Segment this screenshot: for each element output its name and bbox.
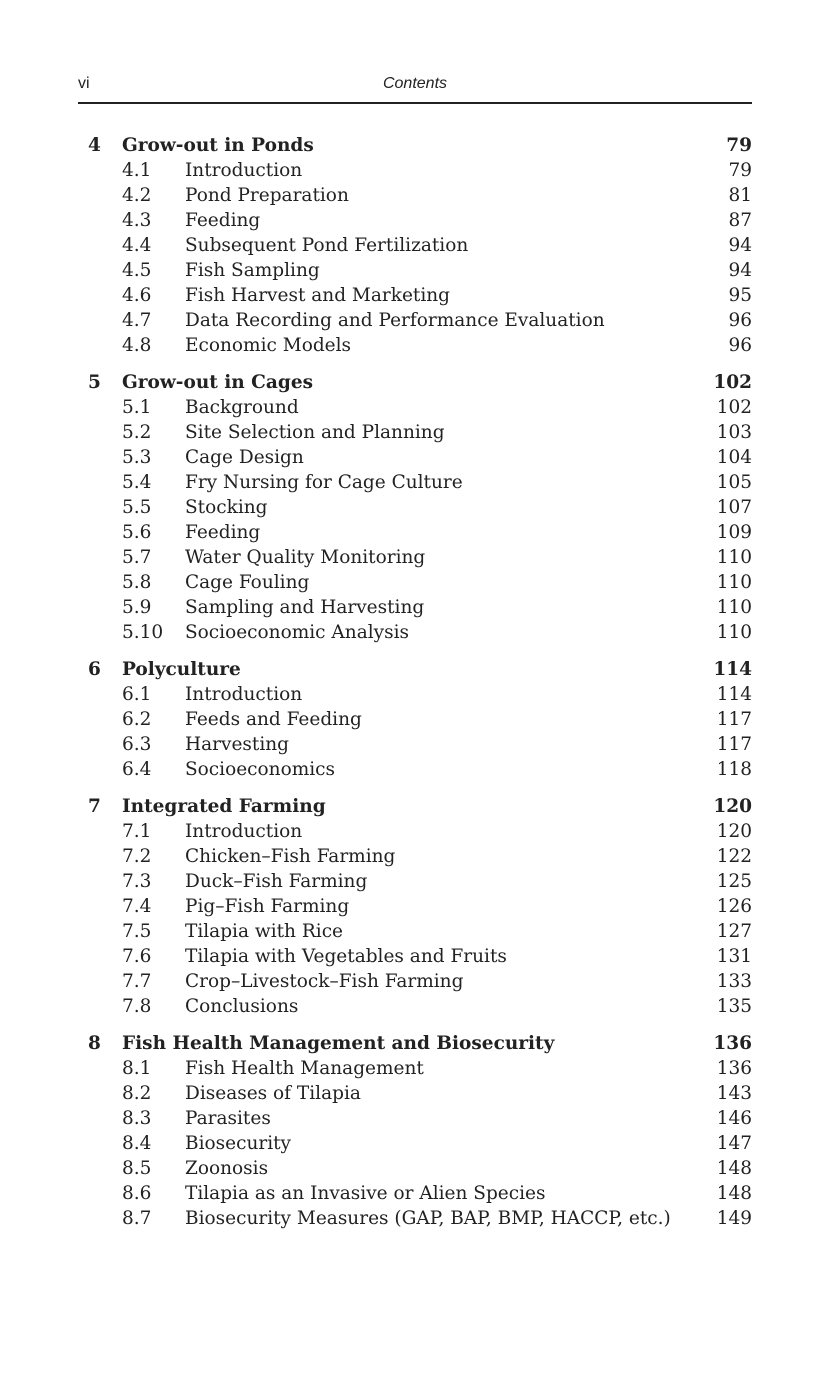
section-entry[interactable]: [78, 869, 752, 894]
section-number: 7.6: [122, 946, 152, 967]
section-entry[interactable]: [78, 994, 752, 1019]
section-entry[interactable]: [78, 333, 752, 358]
chapter-title: Fish Health Management and Biosecurity: [122, 1033, 555, 1054]
section-entry[interactable]: [78, 420, 752, 445]
chapter-title: Polyculture: [122, 659, 241, 680]
chapter-title: Integrated Farming: [122, 796, 326, 817]
section-title: Fish Health Management: [185, 1058, 424, 1079]
chapter-title: Grow-out in Ponds: [122, 135, 314, 156]
section-entry[interactable]: [78, 1131, 752, 1156]
section-title: Sampling and Harvesting: [185, 597, 425, 618]
section-title: Biosecurity: [185, 1133, 292, 1154]
section-title: Tilapia as an Invasive or Alien Species: [185, 1183, 546, 1204]
chapter-entry[interactable]: [78, 794, 752, 819]
chapter-entry[interactable]: [78, 1031, 752, 1056]
section-number: 8.5: [122, 1158, 152, 1179]
section-title: Diseases of Tilapia: [185, 1083, 361, 1104]
section-page-number: 127: [716, 921, 752, 942]
section-title: Zoonosis: [185, 1158, 269, 1179]
chapter-number: 5: [88, 372, 101, 393]
section-entry[interactable]: [78, 258, 752, 283]
section-page-number: 143: [716, 1083, 752, 1104]
section-number: 6.4: [122, 759, 152, 780]
section-number: 4.2: [122, 185, 152, 206]
section-entry[interactable]: [78, 520, 752, 545]
section-page-number: 110: [716, 547, 752, 568]
section-title: Fish Sampling: [185, 260, 320, 281]
section-number: 7.5: [122, 921, 152, 942]
section-number: 4.1: [122, 160, 152, 181]
section-title: Feeding: [185, 210, 261, 231]
section-page-number: 105: [716, 472, 752, 493]
section-page-number: 135: [716, 996, 752, 1017]
chapter-number: 8: [88, 1033, 101, 1054]
section-title: Introduction: [185, 160, 303, 181]
chapter-block: [78, 794, 752, 1019]
section-title: Harvesting: [185, 734, 290, 755]
section-page-number: 107: [716, 497, 752, 518]
section-title: Cage Design: [185, 447, 304, 468]
section-entry[interactable]: [78, 620, 752, 645]
chapter-block: [78, 657, 752, 782]
section-page-number: 147: [716, 1133, 752, 1154]
section-entry[interactable]: [78, 1056, 752, 1081]
section-entry[interactable]: [78, 1081, 752, 1106]
chapter-number: 6: [88, 659, 101, 680]
section-number: 5.10: [122, 622, 164, 643]
chapter-page-number: 79: [726, 135, 752, 156]
section-number: 5.4: [122, 472, 152, 493]
section-entry[interactable]: [78, 495, 752, 520]
section-title: Socioeconomics: [185, 759, 336, 780]
section-page-number: 94: [728, 260, 752, 281]
section-page-number: 125: [716, 871, 752, 892]
section-number: 7.8: [122, 996, 152, 1017]
section-number: 5.7: [122, 547, 152, 568]
page-number: vi: [78, 75, 90, 92]
table-of-contents: [78, 133, 752, 1243]
section-entry[interactable]: [78, 595, 752, 620]
section-entry[interactable]: [78, 208, 752, 233]
section-entry[interactable]: [78, 445, 752, 470]
section-page-number: 109: [716, 522, 752, 543]
section-title: Pig–Fish Farming: [185, 896, 350, 917]
section-page-number: 96: [728, 310, 752, 331]
section-entry[interactable]: [78, 682, 752, 707]
section-number: 4.7: [122, 310, 152, 331]
section-entry[interactable]: [78, 470, 752, 495]
section-number: 4.6: [122, 285, 152, 306]
section-number: 5.5: [122, 497, 152, 518]
section-page-number: 133: [716, 971, 752, 992]
section-page-number: 87: [728, 210, 752, 231]
section-entry[interactable]: [78, 1156, 752, 1181]
running-head: Contents: [382, 75, 448, 92]
section-number: 4.8: [122, 335, 152, 356]
section-entry[interactable]: [78, 308, 752, 333]
section-entry[interactable]: [78, 919, 752, 944]
section-page-number: 148: [716, 1183, 752, 1204]
section-title: Fish Harvest and Marketing: [185, 285, 451, 306]
section-page-number: 148: [716, 1158, 752, 1179]
section-page-number: 104: [716, 447, 752, 468]
section-title: Economic Models: [185, 335, 352, 356]
section-number: 4.3: [122, 210, 152, 231]
section-number: 7.7: [122, 971, 152, 992]
section-page-number: 146: [716, 1108, 752, 1129]
page-header: [78, 72, 752, 104]
section-title: Crop–Livestock–Fish Farming: [185, 971, 464, 992]
section-number: 7.3: [122, 871, 152, 892]
chapter-number: 4: [88, 135, 101, 156]
section-number: 8.3: [122, 1108, 152, 1129]
section-title: Parasites: [185, 1108, 271, 1129]
chapter-page-number: 136: [713, 1033, 752, 1054]
section-page-number: 102: [716, 397, 752, 418]
section-number: 5.2: [122, 422, 152, 443]
section-number: 4.5: [122, 260, 152, 281]
chapter-entry[interactable]: [78, 657, 752, 682]
section-title: Duck–Fish Farming: [185, 871, 368, 892]
section-entry[interactable]: [78, 894, 752, 919]
section-entry[interactable]: [78, 1206, 752, 1231]
section-title: Background: [185, 397, 299, 418]
section-title: Feeding: [185, 522, 261, 543]
chapter-page-number: 102: [713, 372, 752, 393]
section-title: Conclusions: [185, 996, 299, 1017]
chapter-page-number: 120: [713, 796, 752, 817]
section-entry[interactable]: [78, 283, 752, 308]
section-number: 5.3: [122, 447, 152, 468]
section-title: Pond Preparation: [185, 185, 349, 206]
chapter-entry[interactable]: [78, 370, 752, 395]
section-page-number: 103: [716, 422, 752, 443]
section-number: 5.9: [122, 597, 152, 618]
section-title: Subsequent Pond Fertilization: [185, 235, 469, 256]
chapter-block: [78, 370, 752, 645]
section-number: 8.6: [122, 1183, 152, 1204]
section-number: 5.1: [122, 397, 152, 418]
section-entry[interactable]: [78, 1181, 752, 1206]
section-number: 8.4: [122, 1133, 152, 1154]
section-title: Site Selection and Planning: [185, 422, 445, 443]
section-title: Chicken–Fish Farming: [185, 846, 396, 867]
section-entry[interactable]: [78, 183, 752, 208]
chapter-number: 7: [88, 796, 101, 817]
section-number: 8.1: [122, 1058, 152, 1079]
section-number: 5.8: [122, 572, 152, 593]
section-number: 8.2: [122, 1083, 152, 1104]
section-title: Introduction: [185, 684, 303, 705]
section-title: Cage Fouling: [185, 572, 310, 593]
section-title: Data Recording and Performance Evaluation: [185, 310, 605, 331]
section-number: 5.6: [122, 522, 152, 543]
section-title: Tilapia with Rice: [185, 921, 344, 942]
section-title: Introduction: [185, 821, 303, 842]
section-page-number: 79: [728, 160, 752, 181]
section-number: 8.7: [122, 1208, 152, 1229]
section-number: 7.1: [122, 821, 152, 842]
chapter-block: [78, 133, 752, 358]
section-entry[interactable]: [78, 757, 752, 782]
section-page-number: 110: [716, 572, 752, 593]
chapter-title: Grow-out in Cages: [122, 372, 314, 393]
section-number: 7.2: [122, 846, 152, 867]
chapter-entry[interactable]: [78, 133, 752, 158]
section-page-number: 114: [716, 684, 752, 705]
section-number: 4.4: [122, 235, 152, 256]
section-page-number: 110: [716, 622, 752, 643]
section-page-number: 81: [728, 185, 752, 206]
section-page-number: 136: [716, 1058, 752, 1079]
section-title: Socioeconomic Analysis: [185, 622, 410, 643]
section-title: Feeds and Feeding: [185, 709, 362, 730]
section-title: Fry Nursing for Cage Culture: [185, 472, 463, 493]
section-entry[interactable]: [78, 545, 752, 570]
section-title: Stocking: [185, 497, 268, 518]
section-entry[interactable]: [78, 819, 752, 844]
section-page-number: 117: [716, 734, 752, 755]
section-entry[interactable]: [78, 844, 752, 869]
chapter-page-number: 114: [713, 659, 752, 680]
section-entry[interactable]: [78, 944, 752, 969]
section-entry[interactable]: [78, 969, 752, 994]
section-number: 6.1: [122, 684, 152, 705]
section-number: 7.4: [122, 896, 152, 917]
section-entry[interactable]: [78, 233, 752, 258]
section-entry[interactable]: [78, 1106, 752, 1131]
section-entry[interactable]: [78, 158, 752, 183]
section-entry[interactable]: [78, 395, 752, 420]
section-page-number: 117: [716, 709, 752, 730]
section-page-number: 126: [716, 896, 752, 917]
section-page-number: 120: [716, 821, 752, 842]
section-title: Water Quality Monitoring: [185, 547, 426, 568]
section-page-number: 94: [728, 235, 752, 256]
section-entry[interactable]: [78, 570, 752, 595]
section-page-number: 131: [716, 946, 752, 967]
section-page-number: 122: [716, 846, 752, 867]
section-entry[interactable]: [78, 707, 752, 732]
chapter-block: [78, 1031, 752, 1231]
section-title: Tilapia with Vegetables and Fruits: [185, 946, 507, 967]
section-page-number: 110: [716, 597, 752, 618]
section-title: Biosecurity Measures (GAP, BAP, BMP, HACCP, etc.): [185, 1208, 671, 1229]
section-number: 6.2: [122, 709, 152, 730]
section-number: 6.3: [122, 734, 152, 755]
section-entry[interactable]: [78, 732, 752, 757]
section-page-number: 95: [728, 285, 752, 306]
section-page-number: 149: [716, 1208, 752, 1229]
section-page-number: 96: [728, 335, 752, 356]
section-page-number: 118: [716, 759, 752, 780]
